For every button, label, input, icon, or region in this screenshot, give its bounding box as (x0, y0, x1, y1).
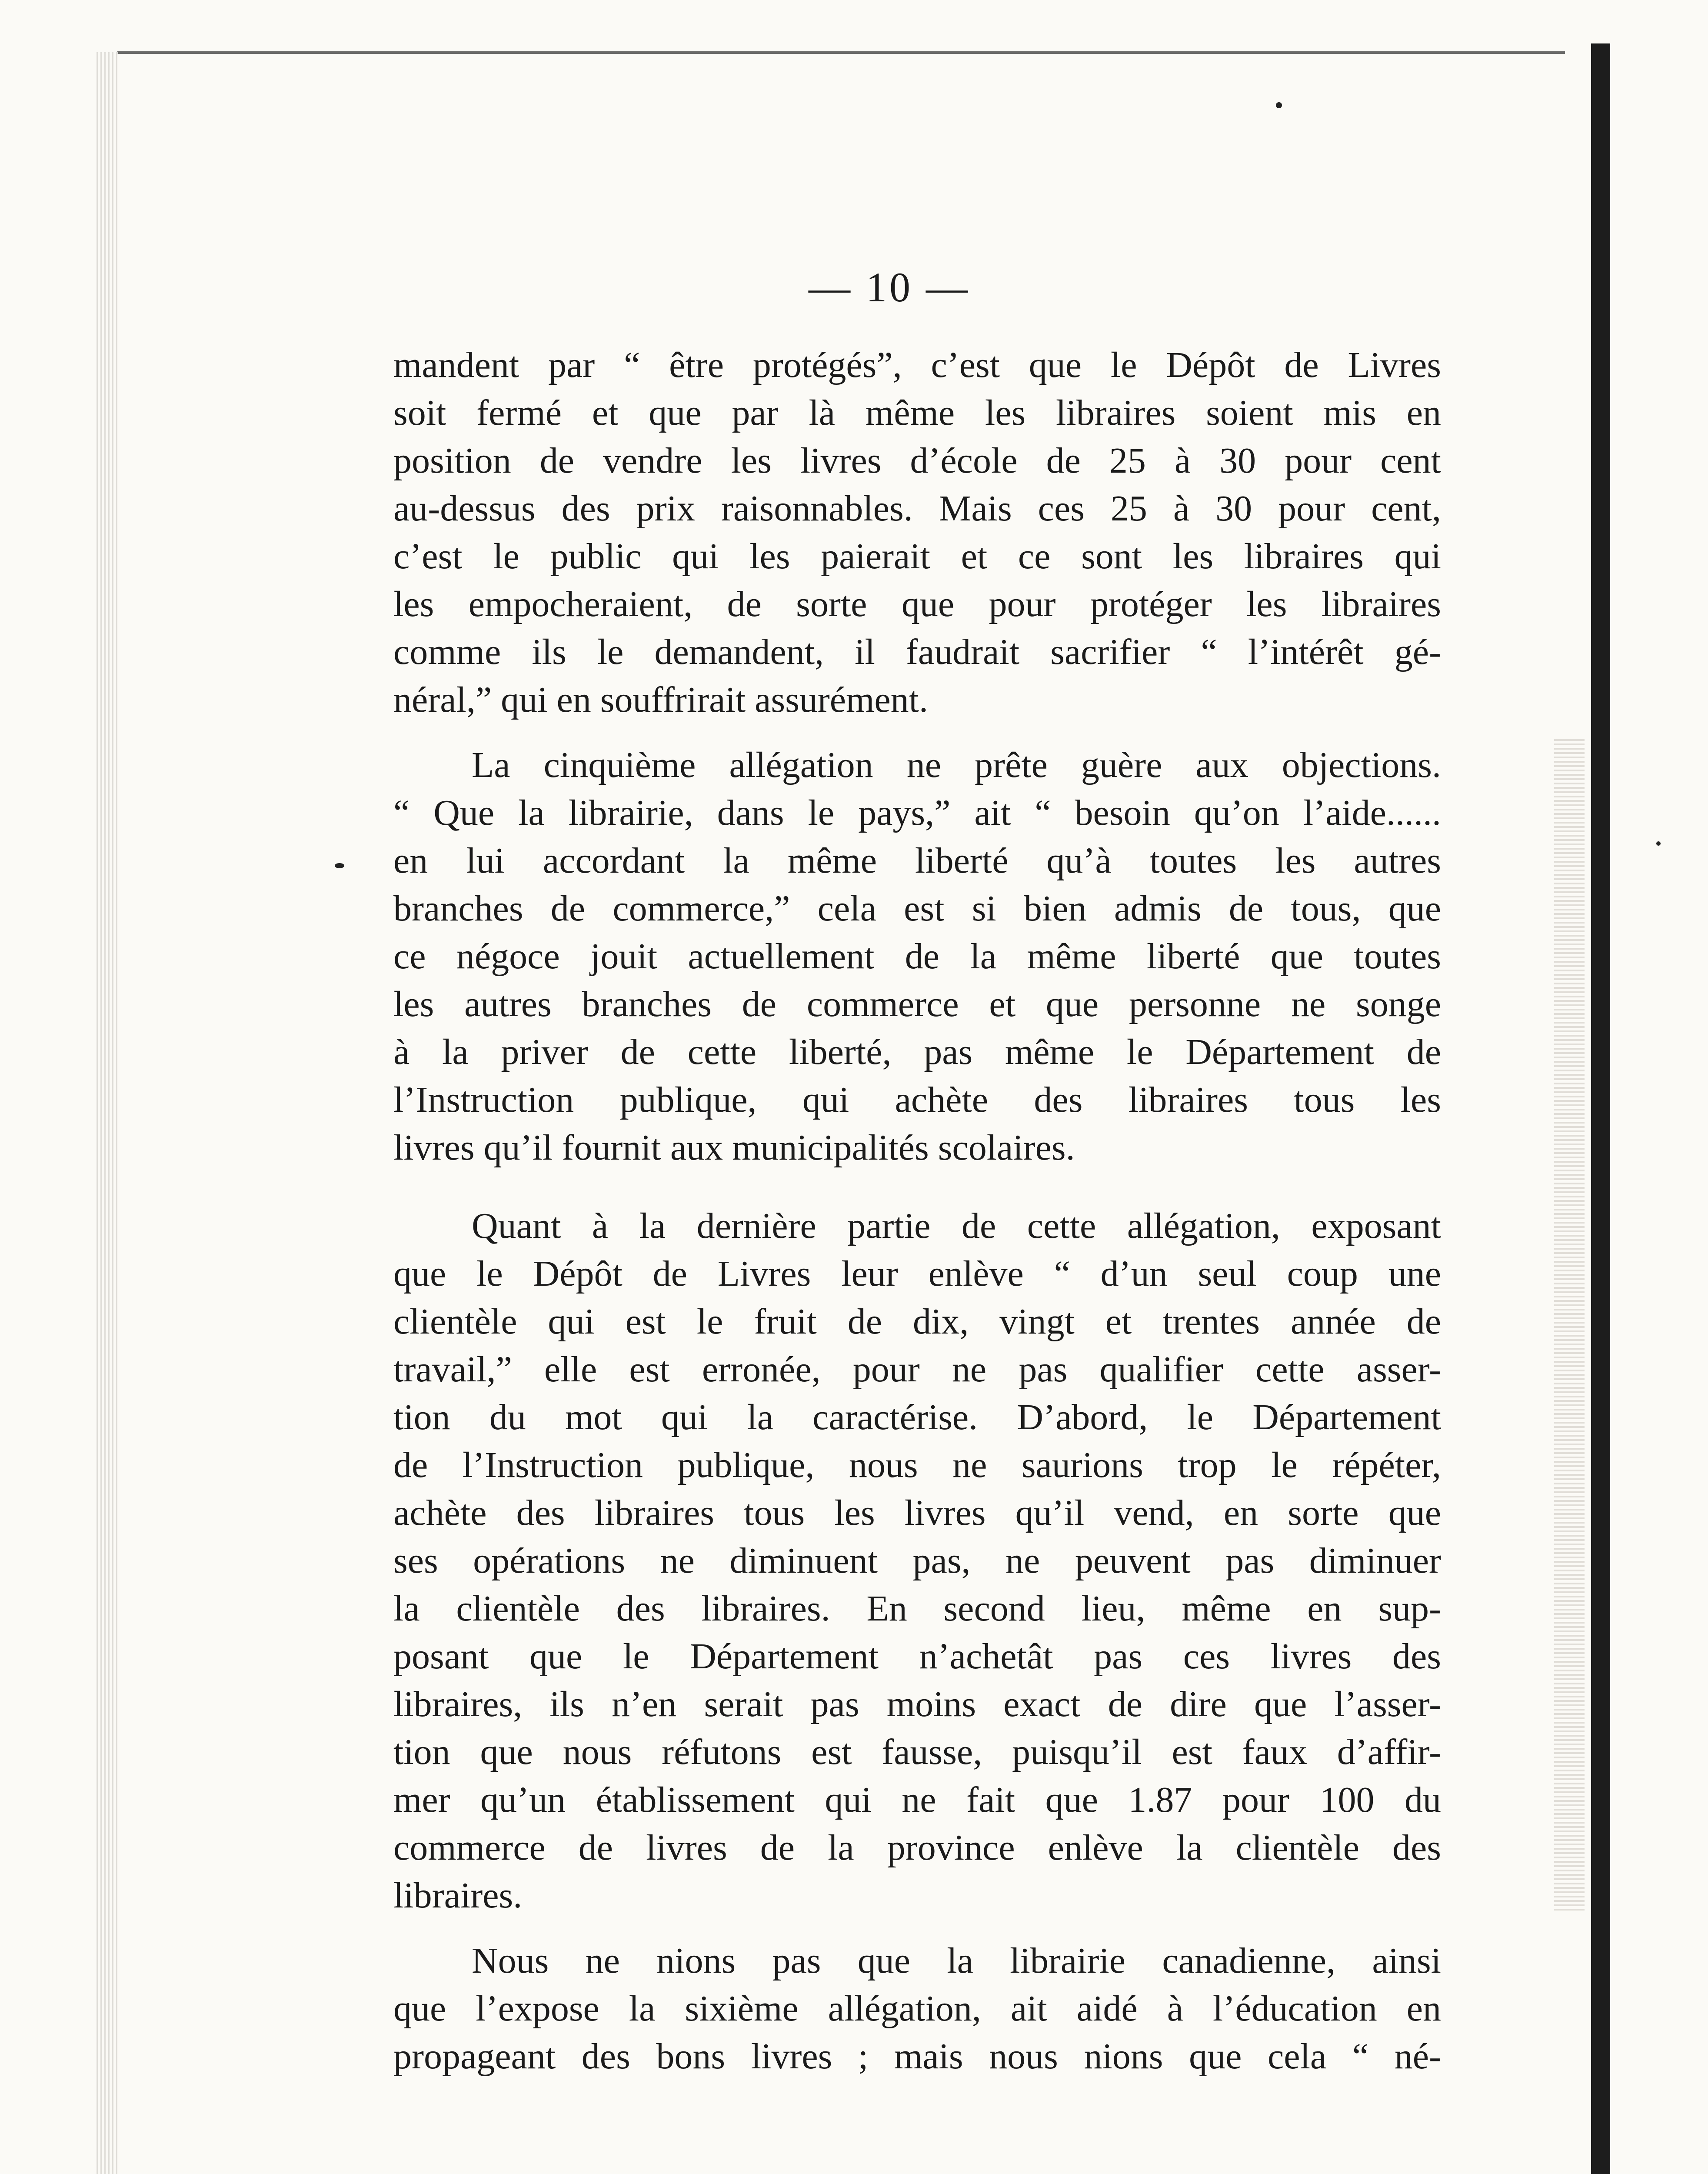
text-line: c’est le public qui les paierait et ce sont les libraires qui (393, 536, 1441, 577)
scan-speck (1656, 841, 1661, 846)
text-line: les autres branches de commerce et que personne ne songe (393, 984, 1441, 1024)
text-line: La cinquième allégation ne prête guère aux objections. (472, 745, 1441, 785)
text-line: tion du mot qui la caractérise. D’abord, le Département (393, 1397, 1441, 1437)
text-line: ce négoce jouit actuellement de la même liberté que toutes (393, 936, 1441, 977)
text-line: au-dessus des prix raisonnables. Mais ces 25 à 30 pour cent, (393, 488, 1441, 529)
text-line: “ Que la librairie, dans le pays,” ait “ besoin qu’on l’aide...... (393, 793, 1441, 833)
text-line: la clientèle des libraires. En second lieu, même en sup- (393, 1588, 1441, 1629)
text-line: comme ils le demandent, il faudrait sacrifier “ l’intérêt gé- (393, 632, 1441, 672)
scan-speck (1276, 102, 1282, 108)
text-line: commerce de livres de la province enlève la clientèle des (393, 1827, 1441, 1868)
text-line: soit fermé et que par là même les libraires soient mis en (393, 393, 1441, 433)
right-scan-shadow (1554, 739, 1585, 1913)
text-line: Nous ne nions pas que la librairie canadienne, ainsi (472, 1941, 1441, 1981)
text-line: libraires, ils n’en serait pas moins exact de dire que l’asser- (393, 1684, 1441, 1724)
text-line: en lui accordant la même liberté qu’à toutes les autres (393, 840, 1441, 881)
page-number: — 10 — (809, 264, 970, 310)
text-line: Quant à la dernière partie de cette allégation, exposant (472, 1206, 1441, 1246)
text-line: l’Instruction publique, qui achète des libraires tous les (393, 1080, 1441, 1120)
text-line: achète des libraires tous les livres qu’il vend, en sorte que (393, 1493, 1441, 1533)
text-line: néral,” qui en souffrirait assurément. (393, 680, 929, 720)
top-border-rule (117, 51, 1565, 54)
text-line: libraires. (393, 1875, 523, 1916)
text-line: tion que nous réfutons est fausse, puisqu’il est faux d’affir- (393, 1732, 1441, 1772)
paragraph-1 (393, 341, 1441, 724)
body-text (393, 341, 1441, 2081)
text-line: livres qu’il fournit aux municipalités scolaires. (393, 1127, 1075, 1168)
text-line: que l’expose la sixième allégation, ait aidé à l’éducation en (393, 1988, 1441, 2029)
text-line: que le Dépôt de Livres leur enlève “ d’un seul coup une (393, 1254, 1441, 1294)
text-line: position de vendre les livres d’école de 25 à 30 pour cent (393, 440, 1441, 481)
text-line: travail,” elle est erronée, pour ne pas qualifier cette asser- (393, 1349, 1441, 1390)
text-line: les empocheraient, de sorte que pour protéger les libraires (393, 584, 1441, 624)
paragraph-4 (393, 1937, 1441, 2081)
text-line: ses opérations ne diminuent pas, ne peuvent pas diminuer (393, 1540, 1441, 1581)
text-line: propageant des bons livres ; mais nous nions que cela “ né- (393, 2036, 1441, 2077)
paragraph-3 (393, 1202, 1441, 1920)
text-line: mandent par “ être protégés”, c’est que le Dépôt de Livres (393, 345, 1441, 385)
text-line: branches de commerce,” cela est si bien admis de tous, que (393, 888, 1441, 929)
text-line: de l’Instruction publique, nous ne saurions trop le répéter, (393, 1445, 1441, 1485)
paragraph-2 (393, 741, 1441, 1172)
text-line: posant que le Département n’achetât pas ces livres des (393, 1636, 1441, 1677)
text-line: mer qu’un établissement qui ne fait que 1.87 pour 100 du (393, 1780, 1441, 1820)
text-line: à la priver de cette liberté, pas même le Département de (393, 1032, 1441, 1072)
text-line: clientèle qui est le fruit de dix, vingt et trentes année de (393, 1301, 1441, 1342)
right-scan-border (1591, 43, 1610, 2174)
left-binding-edge (97, 52, 118, 2174)
scan-speck (335, 863, 344, 868)
